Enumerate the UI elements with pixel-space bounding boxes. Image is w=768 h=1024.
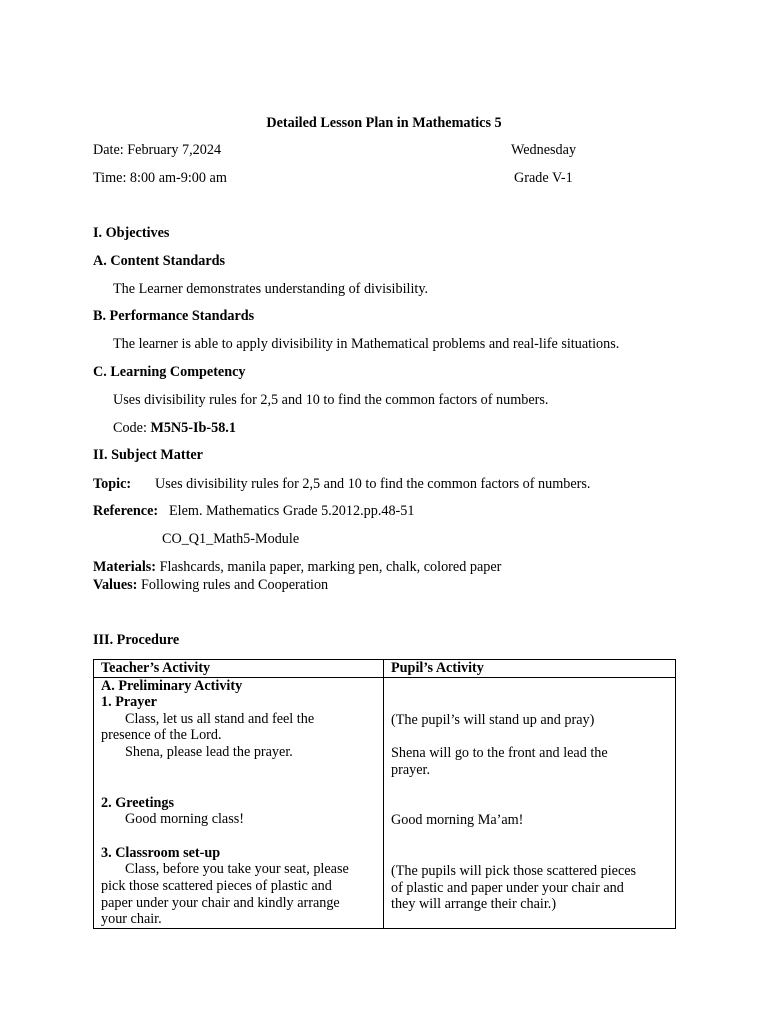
topic-label: Topic: <box>93 476 132 492</box>
content-standards-heading: A. Content Standards <box>93 253 226 269</box>
code-label: Code: <box>113 420 147 436</box>
setup-teacher-line-3: paper under your chair and kindly arrange <box>101 894 340 911</box>
procedure-heading: III. Procedure <box>93 632 180 648</box>
reference-label: Reference: <box>93 503 159 519</box>
values-text: Following rules and Cooperation <box>140 577 329 593</box>
teacher-activity-header: Teacher’s Activity <box>94 660 384 678</box>
classroom-setup-heading: 3. Classroom set-up <box>101 844 221 861</box>
setup-pupil-line-1: (The pupils will pick those scattered pieces <box>391 862 637 879</box>
code-value: M5N5-Ib-58.1 <box>150 420 236 436</box>
content-standards-text: The Learner demonstrates understanding of divisibility. <box>113 281 429 297</box>
day-label: Wednesday <box>511 142 577 158</box>
teacher-activity-cell <box>94 677 384 928</box>
prayer-heading: 1. Prayer <box>101 694 157 711</box>
prayer-teacher-line-3: Shena, please lead the prayer. <box>125 743 293 760</box>
setup-teacher-line-2: pick those scattered pieces of plastic and <box>101 877 332 894</box>
topic-text: Uses divisibility rules for 2,5 and 10 to find the common factors of numbers. <box>155 476 591 492</box>
page-title: Detailed Lesson Plan in Mathematics 5 <box>266 115 502 131</box>
time-line: Time: 8:00 am-9:00 am <box>93 170 227 186</box>
table-row <box>94 677 676 928</box>
table-header-row <box>94 660 676 678</box>
learning-competency-text: Uses divisibility rules for 2,5 and 10 to find the common factors of numbers. <box>113 392 549 408</box>
setup-teacher-line-1: Class, before you take your seat, please <box>125 861 349 878</box>
prayer-teacher-line-2: presence of the Lord. <box>101 727 222 744</box>
values-line <box>93 577 328 594</box>
objectives-heading: I. Objectives <box>93 225 170 241</box>
pupil-activity-cell <box>384 677 676 928</box>
greetings-pupil-line: Good morning Ma’am! <box>391 812 524 829</box>
values-label: Values: <box>93 577 138 593</box>
setup-pupil-line-3: they will arrange their chair.) <box>391 896 557 913</box>
greetings-teacher-line: Good morning class! <box>125 811 245 828</box>
materials-line <box>93 559 501 576</box>
setup-pupil-line-2: of plastic and paper under your chair and <box>391 879 624 896</box>
preliminary-activity-heading: A. Preliminary Activity <box>101 677 243 694</box>
setup-teacher-line-4: your chair. <box>101 911 162 928</box>
reference-text: Elem. Mathematics Grade 5.2012.pp.48-51 <box>169 503 415 519</box>
reference-module: CO_Q1_Math5-Module <box>162 531 300 547</box>
date-line: Date: February 7,2024 <box>93 142 222 158</box>
materials-label: Materials: <box>93 559 157 575</box>
prayer-teacher-line-1: Class, let us all stand and feel the <box>125 710 315 727</box>
prayer-pupil-line-3: prayer. <box>391 761 430 778</box>
grade-label: Grade V-1 <box>514 170 573 186</box>
pupil-activity-header: Pupil’s Activity <box>384 660 676 678</box>
materials-text: Flashcards, manila paper, marking pen, chalk, colored paper <box>159 559 502 575</box>
competency-code-line <box>113 420 236 437</box>
prayer-pupil-line-2: Shena will go to the front and lead the <box>391 745 608 762</box>
greetings-heading: 2. Greetings <box>101 794 175 811</box>
learning-competency-heading: C. Learning Competency <box>93 364 246 380</box>
performance-standards-text: The learner is able to apply divisibility in Mathematical problems and real-life situations. <box>113 336 620 352</box>
performance-standards-heading: B. Performance Standards <box>93 308 255 324</box>
subject-matter-heading: II. Subject Matter <box>93 447 203 463</box>
prayer-pupil-line-1: (The pupil’s will stand up and pray) <box>391 711 595 728</box>
procedure-table <box>93 659 676 929</box>
